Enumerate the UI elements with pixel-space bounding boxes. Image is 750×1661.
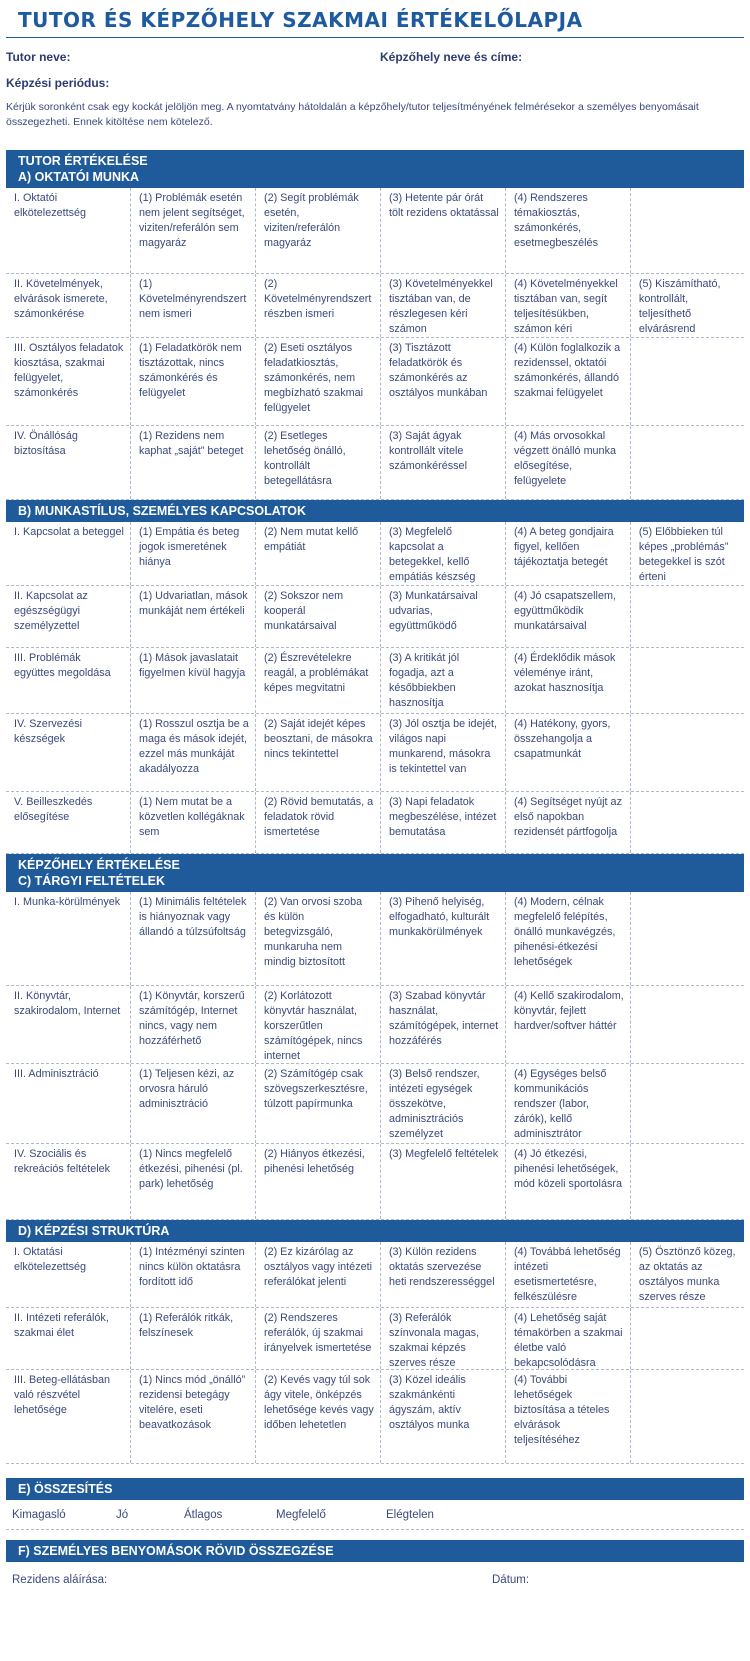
rating-option-2[interactable]: (2) Rendszeres referálók, új szakmai irányelvek ismertetése [256, 1308, 381, 1369]
rating-option-3[interactable]: (3) Saját ágyak kontrollált vitele számonkéréssel [381, 426, 506, 499]
criterion-label: I. Kapcsolat a beteggel [6, 522, 131, 585]
criterion-label: IV. Szervezési készségek [6, 714, 131, 791]
rating-option-1[interactable]: (1) Könyvtár, korszerű számítógép, Internet nincs, vagy nem hozzáférhető [131, 986, 256, 1063]
rating-option-1[interactable]: (1) Nem mutat be a közvetlen kollégáknak sem [131, 792, 256, 853]
table-row [6, 1144, 744, 1220]
rating-option-5[interactable] [631, 1144, 744, 1219]
site-section-heading [6, 854, 744, 892]
rating-option-5[interactable]: (5) Kiszámítható, kontrollált, teljesíthető elvárásrend [638, 278, 721, 335]
table-row [6, 1370, 744, 1464]
rating-option-4[interactable]: (4) Egységes belső kommunikációs rendszer (labor, zárók), kellő adminisztrátor [506, 1064, 631, 1143]
rating-option-5[interactable] [631, 892, 744, 985]
section-a-grid [6, 188, 744, 500]
rating-option-3[interactable]: (3) Tisztázott feladatkörök és számonkérés az osztályos munkában [381, 338, 506, 425]
section-c-heading: C) TÁRGYI FELTÉTELEK [18, 874, 165, 888]
table-row [6, 338, 744, 426]
criterion-label: II. Könyvtár, szakirodalom, Internet [6, 986, 131, 1063]
score-option-2[interactable]: Jó [116, 1508, 129, 1521]
rating-option-5[interactable] [631, 426, 744, 499]
rating-option-1[interactable]: (1) Nincs mód „önálló” rezidensi betegágy vitelére, eseti beavatkozások [131, 1370, 256, 1463]
rating-option-1[interactable]: (1) Követelményrendszert nem ismeri [131, 274, 256, 337]
rating-option-4[interactable]: (4) Érdeklődik mások véleménye iránt, azokat hasznosítja [506, 648, 631, 713]
date-label[interactable]: Dátum: [492, 1574, 530, 1586]
meta-block [0, 38, 744, 100]
table-row [6, 1308, 744, 1370]
tutor-section-heading [6, 150, 744, 188]
rating-option-2[interactable]: (2) Ez kizárólag az osztályos vagy intézeti referálókat jelenti [256, 1242, 381, 1307]
score-option-5[interactable]: Elégtelen [386, 1508, 434, 1521]
criterion-label: I. Oktatói elkötelezettség [6, 188, 131, 273]
rating-option-4[interactable]: (4) Lehetőség saját témakörben a szakmai életbe való bekapcsolódásra [506, 1308, 631, 1369]
rating-option-1[interactable]: (1) Rosszul osztja be a maga és mások idejét, ezzel más munkáját akadályozza [131, 714, 256, 791]
rating-option-4[interactable]: (4) Rendszeres témakiosztás, számonkérés, esetmegbeszélés [506, 188, 631, 273]
table-row [6, 274, 744, 338]
rating-option-5[interactable] [631, 648, 744, 713]
rating-option-2[interactable]: (2) Eseti osztályos feladatkiosztás, számonkérés, nem megbízható szakmai felügyelet [256, 338, 381, 425]
section-a-heading: A) OKTATÓI MUNKA [18, 170, 140, 184]
site-name-label: Képzőhely neve és címe: [380, 50, 523, 64]
criterion-label: III. Adminisztráció [6, 1064, 131, 1143]
rating-option-1[interactable]: (1) Minimális feltételek is hiányoznak vagy állandó a túlzsúfoltság [131, 892, 256, 985]
rating-option-4[interactable]: (4) A beteg gondjaira figyel, kellően tájékoztatja betegét [506, 522, 631, 585]
section-d-grid [6, 1242, 744, 1464]
signature-line [6, 1562, 744, 1594]
rating-option-1[interactable]: (1) Rezidens nem kaphat „saját” beteget [131, 426, 256, 499]
rating-option-2[interactable]: (2) Számítógép csak szövegszerkesztésre, túlzott papírmunka [256, 1064, 381, 1143]
rating-option-2[interactable]: (2) Hiányos étkezési, pihenési lehetőség [256, 1144, 381, 1219]
rating-option-2[interactable]: (2) Esetleges lehetőség önálló, kontrollált betegellátásra [256, 426, 381, 499]
rating-option-4[interactable]: (4) Külön foglalkozik a rezidenssel, oktatói számonkérés, állandó szakmai felügyelet [506, 338, 631, 425]
table-row [6, 522, 744, 586]
rating-option-5[interactable] [631, 188, 744, 273]
table-row [6, 188, 744, 274]
rating-option-3[interactable]: (3) Munkatársaival udvarias, együttműködő [381, 586, 506, 647]
rating-option-3[interactable]: (3) Követelményekkel tisztában van, de részlegesen kéri számon [381, 274, 506, 337]
rating-option-3[interactable]: (3) Napi feladatok megbeszélése, intézet bemutatása [381, 792, 506, 853]
rating-option-4[interactable]: (4) Továbbá lehetőség intézeti esetismertetésre, felkészülésre [506, 1242, 631, 1307]
summary-scores [6, 1500, 744, 1530]
rating-option-3[interactable]: (3) Szabad könyvtár használat, számítógépek, internet hozzáférés [381, 986, 506, 1063]
rating-option-1[interactable]: (1) Problémák esetén nem jelent segítséget, viziten/referálón sem magyaráz [131, 188, 256, 273]
rating-option-4[interactable]: (4) Jó étkezési, pihenési lehetőségek, mód közeli sportolásra [506, 1144, 631, 1219]
rating-option-4[interactable]: (4) Hatékony, gyors, összehangolja a csapatmunkát [506, 714, 631, 791]
rating-option-3[interactable]: (3) Pihenő helyiség, elfogadható, kulturált munkakörülmények [381, 892, 506, 985]
rating-option-1[interactable]: (1) Feladatkörök nem tisztázottak, nincs számonkérés és felügyelet [131, 338, 256, 425]
instructions: Kérjük soronként csak egy kockát jelöljön meg. A nyomtatvány hátoldalán a képzőhely/tutor teljesítményének felmérésekor a személyes benyomásait összegezheti. Ennek kitöltése nem kötelező. [6, 101, 699, 128]
rating-option-3[interactable]: (3) Referálók színvonala magas, szakmai képzés szerves része [381, 1308, 506, 1369]
section-d-heading: D) KÉPZÉSI STRUKTÚRA [6, 1220, 744, 1242]
rating-option-3[interactable]: (3) A kritikát jól fogadja, azt a későbbiekben hasznosítja [381, 648, 506, 713]
criterion-label: IV. Szociális és rekreációs feltételek [6, 1144, 131, 1219]
table-row [6, 1064, 744, 1144]
rating-option-2[interactable]: (2) Kevés vagy túl sok ágy vitele, önképzés lehetősége kevés vagy időben lehetetlen [256, 1370, 381, 1463]
table-row [6, 892, 744, 986]
rating-option-3[interactable]: (3) Hetente pár órát tölt rezidens oktatással [381, 188, 506, 273]
criterion-label: II. Intézeti referálók, szakmai élet [6, 1308, 131, 1369]
rating-option-1[interactable]: (1) Mások javaslatait figyelmen kívül hagyja [131, 648, 256, 713]
criterion-label: I. Oktatási elkötelezettség [6, 1242, 131, 1307]
table-row [6, 714, 744, 792]
rating-option-4[interactable]: (4) Követelményekkel tisztában van, segít teljesítésükben, számon kéri [506, 274, 631, 337]
rating-option-5[interactable]: (5) Ösztönző közeg, az oktatás az osztályos munka szerves része [638, 1246, 736, 1303]
rating-option-4[interactable]: (4) Segítséget nyújt az első napokban rezidensét pártfogolja [506, 792, 631, 853]
tutor-name-label: Tutor neve: [6, 50, 71, 64]
rating-option-2[interactable]: (2) Sokszor nem kooperál munkatársaival [256, 586, 381, 647]
criterion-label: III. Beteg-ellátásban való részvétel lehetősége [6, 1370, 131, 1463]
rating-option-5[interactable] [631, 1370, 744, 1463]
rating-option-5[interactable] [631, 1064, 744, 1143]
rating-option-2[interactable]: (2) Van orvosi szoba és külön betegvizsgáló, munkaruha nem mindig biztosított [256, 892, 381, 985]
tutor-heading: TUTOR ÉRTÉKELÉSE [18, 154, 148, 168]
rating-option-3[interactable]: (3) Közel ideális szakmánkénti ágyszám, aktív osztályos munka [381, 1370, 506, 1463]
section-c-grid [6, 892, 744, 1220]
rating-option-3[interactable]: (3) Megfelelő feltételek [381, 1144, 506, 1219]
rating-option-3[interactable]: (3) Megfelelő kapcsolat a betegekkel, kellő empátiás készség [381, 522, 506, 585]
section-b-heading: B) MUNKASTÍLUS, SZEMÉLYES KAPCSOLATOK [6, 500, 744, 522]
table-row [6, 792, 744, 854]
rating-option-5[interactable] [631, 586, 744, 647]
rating-option-2[interactable]: (2) Rövid bemutatás, a feladatok rövid ismertetése [256, 792, 381, 853]
rating-option-5[interactable] [631, 338, 744, 425]
rating-option-1[interactable]: (1) Udvariatlan, mások munkáját nem értékeli [131, 586, 256, 647]
table-row [6, 986, 744, 1064]
rating-option-2[interactable]: (2) Korlátozott könyvtár használat, korszerűtlen számítógépek, nincs internet [256, 986, 381, 1063]
criterion-label: II. Kapcsolat az egészségügyi személyzettel [6, 586, 131, 647]
table-row [6, 586, 744, 648]
criterion-label: V. Beilleszkedés elősegítése [6, 792, 131, 853]
rating-option-2[interactable]: (2) Saját idejét képes beosztani, de másokra nincs tekintettel [256, 714, 381, 791]
form-title: TUTOR ÉS KÉPZŐHELY SZAKMAI ÉRTÉKELŐLAPJA [6, 0, 744, 38]
rating-option-1[interactable]: (1) Nincs megfelelő étkezési, pihenési (pl. park) lehetőség [131, 1144, 256, 1219]
rating-option-1[interactable]: (1) Teljesen kézi, az orvosra háruló adminisztráció [131, 1064, 256, 1143]
rating-option-2[interactable]: (2) Észrevételekre reagál, a problémákat képes megvitatni [256, 648, 381, 713]
rating-option-4[interactable]: (4) Modern, célnak megfelelő felépítés, önálló munkavégzés, pihenési-étkezési lehetőségek [506, 892, 631, 985]
resident-signature-label[interactable]: Rezidens aláírása: [12, 1574, 108, 1586]
site-heading: KÉPZŐHELY ÉRTÉKELÉSE [18, 858, 180, 872]
rating-option-5[interactable] [631, 986, 744, 1063]
rating-option-4[interactable]: (4) Más orvosokkal végzett önálló munka elősegítése, felügyelete [506, 426, 631, 499]
criterion-label: I. Munka-körülmények [6, 892, 131, 985]
section-f-heading: F) SZEMÉLYES BENYOMÁSOK RÖVID ÖSSZEGZÉSE [6, 1540, 744, 1562]
section-e-heading: E) ÖSSZESÍTÉS [6, 1478, 744, 1500]
rating-option-3[interactable]: (3) Külön rezidens oktatás szervezése heti rendszerességgel [381, 1242, 506, 1307]
criterion-label: III. Problémák együttes megoldása [6, 648, 131, 713]
table-row [6, 426, 744, 500]
rating-option-4[interactable]: (4) Jó csapatszellem, együttműködik munkatársaival [506, 586, 631, 647]
rating-option-1[interactable]: (1) Empátia és beteg jogok ismeretének hiánya [131, 522, 256, 585]
rating-option-5[interactable] [631, 1308, 744, 1369]
score-option-1[interactable]: Kimagasló [12, 1508, 66, 1521]
rating-option-3[interactable]: (3) Belső rendszer, intézeti egységek összekötve, adminisztrációs személyzet [381, 1064, 506, 1143]
rating-option-5[interactable] [631, 792, 744, 853]
criterion-label: II. Követelmények, elvárások ismerete, számonkérése [6, 274, 131, 337]
rating-option-3[interactable]: (3) Jól osztja be idejét, világos napi munkarend, másokra is tekintettel van [381, 714, 506, 791]
rating-option-5[interactable]: (5) Előbbieken túl képes „problémás” betegekkel is szót érteni [638, 526, 729, 583]
rating-option-4[interactable]: (4) Kellő szakirodalom, könyvtár, fejlett hardver/softver háttér [506, 986, 631, 1063]
rating-option-4[interactable]: (4) További lehetőségek biztosítása a tételes elvárások teljesítéséhez [506, 1370, 631, 1463]
period-label: Képzési periódus: [6, 76, 110, 90]
score-option-3[interactable]: Átlagos [184, 1508, 223, 1521]
rating-option-2[interactable]: (2) Segít problémák esetén, viziten/referálón magyaráz [256, 188, 381, 273]
rating-option-2[interactable]: (2) Követelményrendszert részben ismeri [256, 274, 381, 337]
criterion-label: IV. Önállóság biztosítása [6, 426, 131, 499]
score-option-4[interactable]: Megfelelő [276, 1508, 326, 1521]
table-row [6, 648, 744, 714]
rating-option-1[interactable]: (1) Intézményi szinten nincs külön oktatásra fordított idő [131, 1242, 256, 1307]
criterion-label: III. Osztályos feladatok kiosztása, szakmai felügyelet, számonkérés [6, 338, 131, 425]
table-row [6, 1242, 744, 1308]
rating-option-1[interactable]: (1) Referálók ritkák, felszínesek [131, 1308, 256, 1369]
section-b-grid [6, 522, 744, 854]
rating-option-2[interactable]: (2) Nem mutat kellő empátiát [256, 522, 381, 585]
rating-option-5[interactable] [631, 714, 744, 791]
